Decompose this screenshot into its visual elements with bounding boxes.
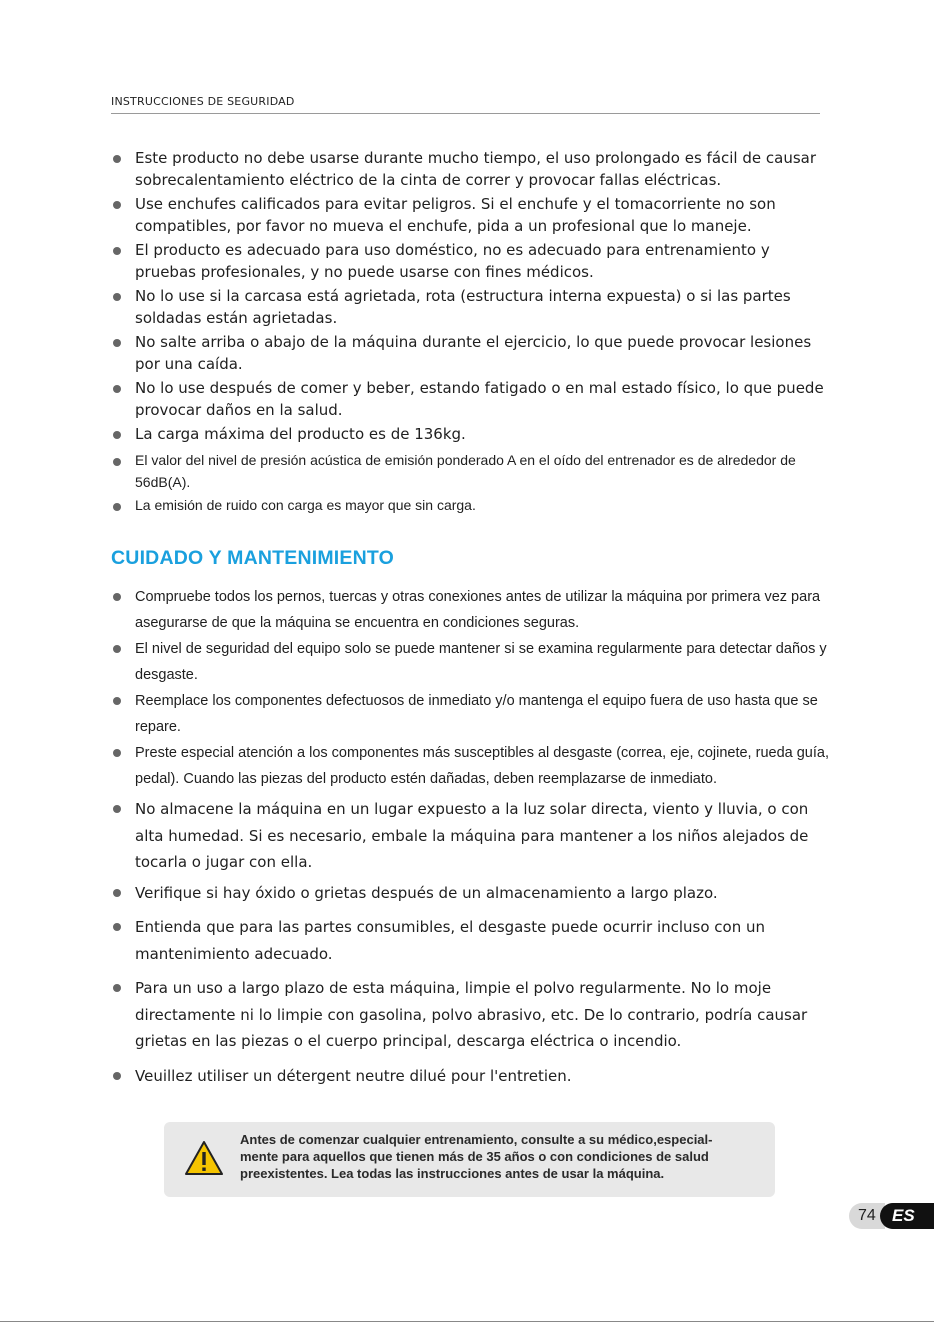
list-item: No lo use después de comer y beber, estando fatigado o en mal estado físico, lo que puede provocar daños en la salud.	[111, 378, 831, 421]
list-item: El valor del nivel de presión acústica de emisión ponderado A en el oído del entrenador es de alrededor de 56dB(A).	[111, 449, 831, 493]
list-item: Compruebe todos los pernos, tuercas y otras conexiones antes de utilizar la máquina por primera vez para asegurarse de que la máquina se encuentra en condiciones seguras.	[111, 584, 831, 636]
list-item: Verifique si hay óxido o grietas después de un almacenamiento a largo plazo.	[111, 880, 831, 907]
care-list	[111, 584, 831, 1089]
warning-line: Antes de comenzar cualquier entrenamiento, consulte a su médico,especial-	[240, 1132, 713, 1147]
list-item: Para un uso a largo plazo de esta máquina, limpie el polvo regularmente. No lo moje directamente ni lo limpie con gasolina, polvo abrasivo, etc. De lo contrario, podría causar grietas en las piezas o el cuerpo principal, descarga eléctrica o incendio.	[111, 975, 831, 1055]
section-title-care: CUIDADO Y MANTENIMIENTO	[111, 547, 395, 569]
list-item: Reemplace los componentes defectuosos de inmediato y/o mantenga el equipo fuera de uso hasta que se repare.	[111, 688, 831, 740]
safety-list	[111, 148, 831, 517]
list-item: Veuillez utiliser un détergent neutre dilué pour l'entretien.	[111, 1063, 831, 1090]
warning-line: preexistentes. Lea todas las instrucciones antes de usar la máquina.	[240, 1166, 665, 1181]
warning-triangle-icon	[184, 1140, 224, 1176]
list-item: No almacene la máquina en un lugar expuesto a la luz solar directa, viento y lluvia, o con alta humedad. Si es necesario, embale la máquina para mantener a los niños alejados de tocarla o jugar con ella.	[111, 796, 831, 876]
footer-divider	[0, 1321, 934, 1322]
header-divider	[111, 113, 820, 114]
language-badge: ES	[880, 1203, 934, 1229]
list-item: Este producto no debe usarse durante mucho tiempo, el uso prolongado es fácil de causar sobrecalentamiento eléctrico de la cinta de correr y provocar fallas eléctricas.	[111, 148, 831, 191]
list-item: No salte arriba o abajo de la máquina durante el ejercicio, lo que puede provocar lesiones por una caída.	[111, 332, 831, 375]
list-item: Preste especial atención a los componentes más susceptibles al desgaste (correa, eje, cojinete, rueda guía, pedal). Cuando las piezas del producto estén dañadas, deben reemplazarse de inmediato.	[111, 740, 831, 792]
warning-line: mente para aquellos que tienen más de 35 años o con condiciones de salud	[240, 1149, 709, 1164]
list-item: No lo use si la carcasa está agrietada, rota (estructura interna expuesta) o si las partes soldadas están agrietadas.	[111, 286, 831, 329]
list-item: El producto es adecuado para uso doméstico, no es adecuado para entrenamiento y pruebas profesionales, y no puede usarse con fines médicos.	[111, 240, 831, 283]
list-item: La carga máxima del producto es de 136kg.	[111, 424, 831, 446]
warning-text	[240, 1131, 765, 1182]
list-item: Use enchufes calificados para evitar peligros. Si el enchufe y el tomacorriente no son compatibles, por favor no mueva el enchufe, pida a un profesional que lo maneje.	[111, 194, 831, 237]
warning-notice	[164, 1122, 775, 1197]
page-header-title: INSTRUCCIONES DE SEGURIDAD	[111, 95, 295, 108]
page-number: 74	[849, 1203, 885, 1229]
list-item: El nivel de seguridad del equipo solo se puede mantener si se examina regularmente para detectar daños y desgaste.	[111, 636, 831, 688]
list-item: Entienda que para las partes consumibles, el desgaste puede ocurrir incluso con un mantenimiento adecuado.	[111, 914, 831, 967]
list-item: La emisión de ruido con carga es mayor que sin carga.	[111, 494, 831, 516]
